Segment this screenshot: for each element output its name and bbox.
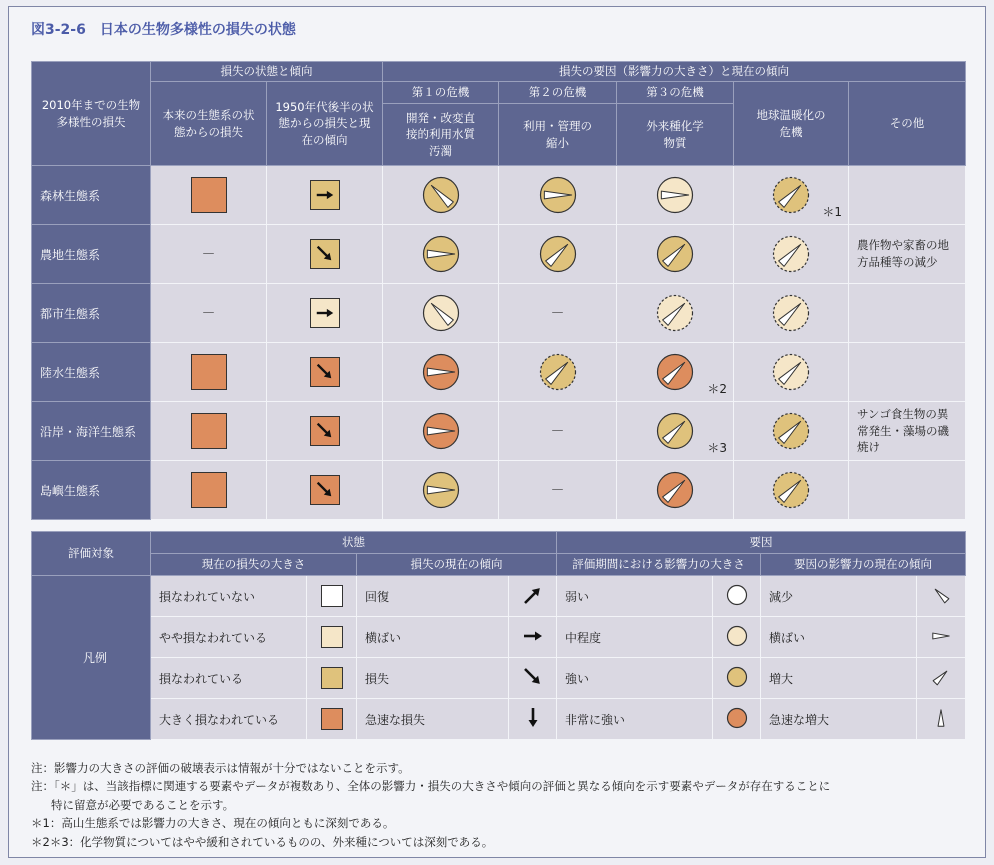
corner-label: 2010年までの生物多様性の損失 [32,62,151,166]
ecosystem-label: 都市生態系 [32,284,151,343]
climate-cell [734,225,849,284]
trend-cell [267,284,383,343]
trend-square [310,475,340,505]
legend-size-swatch [307,576,357,617]
crisis1-sub: 開発・改変直接的利用水質汚濁 [383,104,499,166]
legend-row [32,699,966,740]
climate-cell [734,166,849,225]
ecosystem-label: 森林生態系 [32,166,151,225]
crisis3-cell [617,166,734,225]
asterisk-note: ＊2 [707,381,727,396]
legend-size-text: 損なわれている [151,658,307,699]
influence-circle-icon [726,666,748,688]
col-since1950-header: 1950年代後半の状態からの損失と現在の傾向 [267,82,383,166]
legend-state-header: 状態 [151,532,557,554]
ecosystem-label: 陸水生態系 [32,343,151,402]
note-4: ＊2＊3：化学物質についてはやや緩和されているものの、外来種については深刻である。 [31,834,494,849]
figure-title: 図3-2-6 日本の生物多様性の損失の状態 [31,22,296,38]
other-factor-cell [849,402,966,461]
other-factor-cell [849,166,966,225]
legend-size-text: 大きく損なわれている [151,699,307,740]
influence-circle-icon [539,353,577,391]
influence-circle-icon [422,176,460,214]
legend-ftrend-text: 増大 [761,658,917,699]
influence-circle-icon [726,584,748,606]
climate-cell [734,343,849,402]
influence-circle-icon [726,625,748,647]
crisis3-sub: 外来種化学物質 [617,104,734,166]
legend-size-text: やや損なわれている [151,617,307,658]
influence-circle-icon [656,294,694,332]
loss-swatch [321,708,343,730]
trend-cell [267,225,383,284]
original-loss-cell [151,166,267,225]
crisis2-cell [499,461,617,520]
legend-size-text: 損なわれていない [151,576,307,617]
loss-square [191,472,227,508]
legend-row [32,658,966,699]
other-factor-cell [849,343,966,402]
ecosystem-label: 農地生態系 [32,225,151,284]
original-loss-cell [151,461,267,520]
table-row [32,166,966,225]
trend-cell [267,402,383,461]
legend-trend-icon-cell [509,699,557,740]
other-factor-text: 農作物や家畜の地方品種等の減少 [857,238,949,269]
legend-ftrend-text: 減少 [761,576,917,617]
trend-arrow-icon [314,184,336,206]
dash-mark: － [201,306,216,322]
trend-wedge-icon [929,706,953,730]
legend-influence-icon-cell [713,617,761,658]
trend-wedge-icon [929,665,953,689]
col-climate-header: 地球温暖化の危機 [734,82,849,166]
legend-row [32,576,966,617]
trend-arrow-icon [314,243,336,265]
influence-circle-icon [422,471,460,509]
crisis3-cell [617,225,734,284]
legend-table [31,531,966,740]
table-row [32,343,966,402]
trend-square [310,180,340,210]
influence-circle-icon [772,294,810,332]
crisis2-cell [499,402,617,461]
legend-trend-text: 回復 [357,576,509,617]
dash-mark: － [550,424,565,440]
legend-factor-header: 要因 [557,532,966,554]
other-factor-text: サンゴ食生物の異常発生・藻場の磯焼け [857,406,949,455]
note-1: 注：影響力の大きさの評価の破壊表示は情報が十分ではないことを示す。 [31,761,410,775]
trend-square [310,416,340,446]
table-row [32,284,966,343]
legend-ftrend-header: 要因の影響力の現在の傾向 [761,554,966,576]
trend-arrow-icon [314,479,336,501]
influence-circle-icon [656,235,694,273]
loss-square [191,354,227,390]
loss-status-table [31,61,966,520]
trend-arrow-icon [521,624,545,648]
influence-circle-icon [422,412,460,450]
influence-circle-icon [656,412,694,450]
original-loss-cell [151,284,267,343]
trend-wedge-icon [929,624,953,648]
trend-square [310,357,340,387]
influence-circle-icon [422,353,460,391]
climate-cell [734,402,849,461]
influence-circle-icon [656,471,694,509]
legend-influence-header: 評価期間における影響力の大きさ [557,554,761,576]
original-loss-cell [151,225,267,284]
legend-size-header: 現在の損失の大きさ [151,554,357,576]
legend-size-swatch [307,617,357,658]
influence-circle-icon [539,235,577,273]
crisis1-cell [383,225,499,284]
legend-row [32,617,966,658]
table-row [32,461,966,520]
crisis2-cell [499,166,617,225]
crisis2-cell [499,284,617,343]
crisis3-cell [617,284,734,343]
dash-mark: － [201,247,216,263]
legend-ftrend-text: 急速な増大 [761,699,917,740]
legend-influence-text: 非常に強い [557,699,713,740]
trend-arrow-icon [521,665,545,689]
legend-trend-icon-cell [509,576,557,617]
other-factor-cell [849,284,966,343]
legend-influence-icon-cell [713,658,761,699]
crisis1-cell [383,402,499,461]
legend-ftrend-icon-cell [917,617,966,658]
legend-ftrend-icon-cell [917,576,966,617]
note-2: 注：「＊」は、当該指標に関連する要素やデータが複数あり、全体の影響力・損失の大きさや傾向の評価と異なる傾向を示す要素やデータが存在することに [31,779,831,794]
influence-circle-icon [772,235,810,273]
legend-influence-text: 弱い [557,576,713,617]
trend-cell [267,166,383,225]
trend-cell [267,343,383,402]
crisis3-cell [617,343,734,402]
dash-mark: － [550,483,565,499]
legend-trend-text: 横ばい [357,617,509,658]
trend-cell [267,461,383,520]
legend-trend-text: 急速な損失 [357,699,509,740]
climate-cell [734,461,849,520]
influence-circle-icon [539,176,577,214]
crisis2-cell [499,343,617,402]
legend-label: 凡例 [32,576,151,740]
trend-arrow-icon [521,583,545,607]
legend-ftrend-icon-cell [917,658,966,699]
legend-trend-header: 損失の現在の傾向 [357,554,557,576]
trend-arrow-icon [314,302,336,324]
influence-circle-icon [772,471,810,509]
table-row [32,402,966,461]
legend-influence-icon-cell [713,576,761,617]
legend-influence-icon-cell [713,699,761,740]
crisis3-title: 第３の危機 [617,82,734,104]
group-factors-header: 損失の要因（影響力の大きさ）と現在の傾向 [383,62,966,82]
influence-circle-icon [422,294,460,332]
crisis3-cell [617,461,734,520]
loss-swatch [321,626,343,648]
trend-arrow-icon [314,361,336,383]
crisis1-cell [383,166,499,225]
legend-trend-text: 損失 [357,658,509,699]
influence-circle-icon [726,707,748,729]
legend-influence-text: 中程度 [557,617,713,658]
footnotes [31,759,830,851]
ecosystem-label: 沿岸・海洋生態系 [32,402,151,461]
dash-mark: － [550,306,565,322]
eval-target-label: 評価対象 [32,532,151,576]
crisis1-cell [383,284,499,343]
crisis1-title: 第１の危機 [383,82,499,104]
influence-circle-icon [772,176,810,214]
influence-circle-icon [422,235,460,273]
legend-ftrend-icon-cell [917,699,966,740]
crisis2-cell [499,225,617,284]
influence-circle-icon [656,176,694,214]
trend-arrow-icon [521,706,545,730]
col-original-header: 本来の生態系の状態からの損失 [151,82,267,166]
crisis3-cell [617,402,734,461]
trend-square [310,298,340,328]
other-factor-cell [849,225,966,284]
note-3: ＊1：高山生態系では影響力の大きさ、現在の傾向ともに深刻である。 [31,816,395,831]
crisis1-cell [383,343,499,402]
loss-square [191,177,227,213]
loss-swatch [321,585,343,607]
legend-ftrend-text: 横ばい [761,617,917,658]
crisis2-sub: 利用・管理の縮小 [499,104,617,166]
influence-circle-icon [656,353,694,391]
col-other-header: その他 [849,82,966,166]
figure-panel [8,6,986,858]
loss-swatch [321,667,343,689]
influence-circle-icon [772,412,810,450]
climate-cell [734,284,849,343]
influence-circle-icon [772,353,810,391]
crisis2-title: 第２の危機 [499,82,617,104]
asterisk-note: ＊3 [707,440,727,455]
loss-square [191,413,227,449]
trend-wedge-icon [929,583,953,607]
original-loss-cell [151,343,267,402]
group-status-header: 損失の状態と傾向 [151,62,383,82]
crisis1-cell [383,461,499,520]
trend-square [310,239,340,269]
legend-influence-text: 強い [557,658,713,699]
other-factor-cell [849,461,966,520]
legend-trend-icon-cell [509,658,557,699]
legend-trend-icon-cell [509,617,557,658]
legend-size-swatch [307,658,357,699]
ecosystem-label: 島嶼生態系 [32,461,151,520]
original-loss-cell [151,402,267,461]
note-2-cont: 特に留意が必要であることを示す。 [51,797,235,812]
legend-size-swatch [307,699,357,740]
table-row [32,225,966,284]
trend-arrow-icon [314,420,336,442]
asterisk-note: ＊1 [822,204,842,219]
